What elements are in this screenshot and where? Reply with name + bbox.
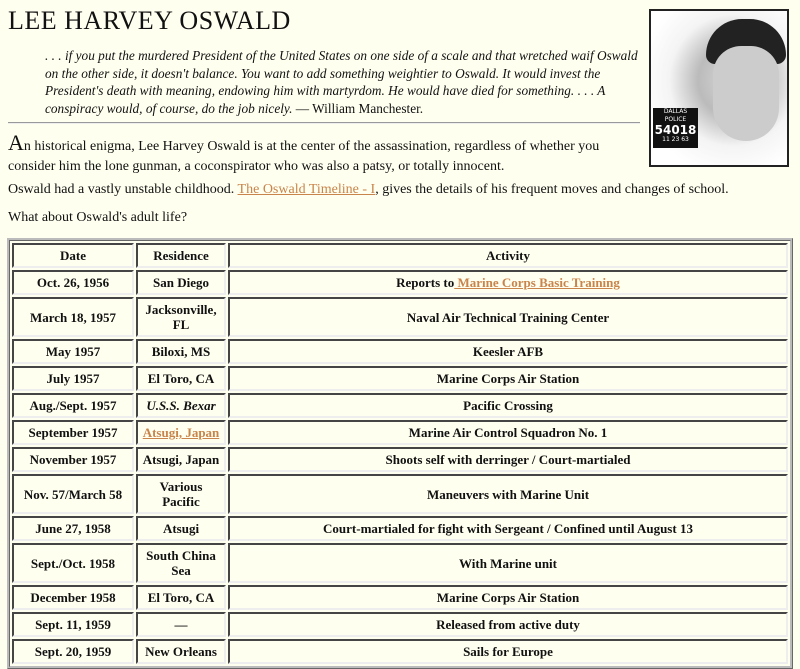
police-tag: DALLAS POLICE 54018 11 23 63 xyxy=(653,108,698,148)
cell-activity xyxy=(228,420,788,445)
cell-activity xyxy=(228,474,788,514)
activity-text: With Marine unit xyxy=(459,555,557,571)
page-title: LEE HARVEY OSWALD xyxy=(8,6,291,35)
residence-text: San Diego xyxy=(153,275,209,290)
activity-text: Keesler AFB xyxy=(472,344,544,359)
table-row xyxy=(12,474,788,514)
activity-text: Sails for Europe xyxy=(463,644,553,659)
intro-paragraph: An historical enigma, Lee Harvey Oswald is at the center of the assassination, regardless of whether you consider him the lone gunman, a coconspirator who was also a patsy, or totally innocent. xyxy=(8,130,600,174)
cell-residence xyxy=(136,366,226,391)
quote-text: . . . if you put the murdered President of the United States on one side of a scale and that wretched waif Oswald on the other side, it doesn't balance. You want to add something weightier to Oswald. It would invest the President's death with meaning, endowing him with martyrdom. He would have died for something. . . . A conspiracy would, of course, do the job nicely. xyxy=(45,48,638,116)
cell-date: May 1957 xyxy=(12,339,134,364)
cell-date: Aug./Sept. 1957 xyxy=(12,393,134,418)
residence-text: Atsugi xyxy=(162,521,200,536)
activity-text: Reports to xyxy=(396,275,455,290)
cell-activity xyxy=(228,447,788,472)
cell-date: March 18, 1957 xyxy=(12,297,134,337)
cell-activity xyxy=(228,612,788,637)
cell-date: July 1957 xyxy=(12,366,134,391)
header-date: Date xyxy=(12,243,134,268)
cell-date: December 1958 xyxy=(12,585,134,610)
cell-date: November 1957 xyxy=(12,447,134,472)
oswald-mugshot-photo xyxy=(649,9,789,167)
residence-text: Jacksonville, FL xyxy=(145,302,217,332)
cell-residence xyxy=(136,270,226,295)
cell-residence xyxy=(136,447,226,472)
table-row xyxy=(12,270,788,295)
table-row xyxy=(12,420,788,445)
cell-date: Sept./Oct. 1958 xyxy=(12,543,134,583)
table-row xyxy=(12,393,788,418)
residence-text: El Toro, CA xyxy=(147,371,215,386)
cell-date: Sept. 20, 1959 xyxy=(12,639,134,664)
cell-activity xyxy=(228,639,788,664)
residence-text: El Toro, CA xyxy=(147,590,215,605)
residence-ship: U.S.S. Bexar xyxy=(146,398,216,413)
residence-text: South China Sea xyxy=(146,548,216,578)
divider xyxy=(8,122,640,124)
manchester-quote xyxy=(45,47,640,117)
cell-residence xyxy=(136,297,226,337)
header-activity: Activity xyxy=(228,243,788,268)
table-row xyxy=(12,639,788,664)
table-row xyxy=(12,339,788,364)
activity-text: Naval Air Technical Training Center xyxy=(406,309,610,325)
cell-activity xyxy=(228,516,788,541)
cell-date: Oct. 26, 1956 xyxy=(12,270,134,295)
cell-residence xyxy=(136,474,226,514)
cell-residence xyxy=(136,543,226,583)
activity-text: Marine Corps Air Station xyxy=(436,371,580,386)
activity-text: Maneuvers with Marine Unit xyxy=(426,486,590,502)
table-row xyxy=(12,612,788,637)
residence-link[interactable]: Atsugi, Japan xyxy=(142,425,220,440)
header-residence: Residence xyxy=(136,243,226,268)
cell-date: June 27, 1958 xyxy=(12,516,134,541)
activity-text: Marine Corps Air Station xyxy=(436,590,580,605)
cell-activity xyxy=(228,543,788,583)
quote-author: — William Manchester. xyxy=(295,100,424,116)
cell-activity xyxy=(228,270,788,295)
cell-activity xyxy=(228,393,788,418)
cell-date: Sept. 11, 1959 xyxy=(12,612,134,637)
cell-residence xyxy=(136,339,226,364)
cell-residence xyxy=(136,612,226,637)
cell-residence xyxy=(136,393,226,418)
residence-text: — xyxy=(174,617,188,632)
table-row xyxy=(12,366,788,391)
cell-activity xyxy=(228,339,788,364)
cell-residence xyxy=(136,516,226,541)
residence-text: Various Pacific xyxy=(159,479,203,509)
residence-text: New Orleans xyxy=(145,644,217,659)
cell-activity xyxy=(228,297,788,337)
cell-activity xyxy=(228,366,788,391)
childhood-paragraph: Oswald had a vastly unstable childhood. The Oswald Timeline - I, gives the details of his frequent moves and changes of school. xyxy=(8,182,729,197)
residence-text: Atsugi, Japan xyxy=(142,452,220,467)
cell-date: Nov. 57/March 58 xyxy=(12,474,134,514)
adult-life-question: What about Oswald's adult life? xyxy=(8,210,188,225)
residence-text: Biloxi, MS xyxy=(151,344,211,359)
cell-residence xyxy=(136,420,226,445)
activity-text: Court-martialed for fight with Sergeant / Confined until August 13 xyxy=(323,521,693,536)
cell-residence xyxy=(136,639,226,664)
oswald-timeline-link[interactable]: The Oswald Timeline - I xyxy=(237,182,376,197)
table-header-row xyxy=(12,243,788,268)
cell-date: September 1957 xyxy=(12,420,134,445)
table-row xyxy=(12,543,788,583)
timeline-table xyxy=(7,238,793,669)
activity-text: Pacific Crossing xyxy=(463,398,553,413)
activity-text: Released from active duty xyxy=(436,617,580,632)
activity-text: Shoots self with derringer / Court-martialed xyxy=(385,452,631,467)
table-row xyxy=(12,447,788,472)
activity-text: Marine Air Control Squadron No. 1 xyxy=(408,425,608,440)
activity-link[interactable]: Marine Corps Basic Training xyxy=(454,275,620,290)
table-row xyxy=(12,516,788,541)
table-row xyxy=(12,297,788,337)
